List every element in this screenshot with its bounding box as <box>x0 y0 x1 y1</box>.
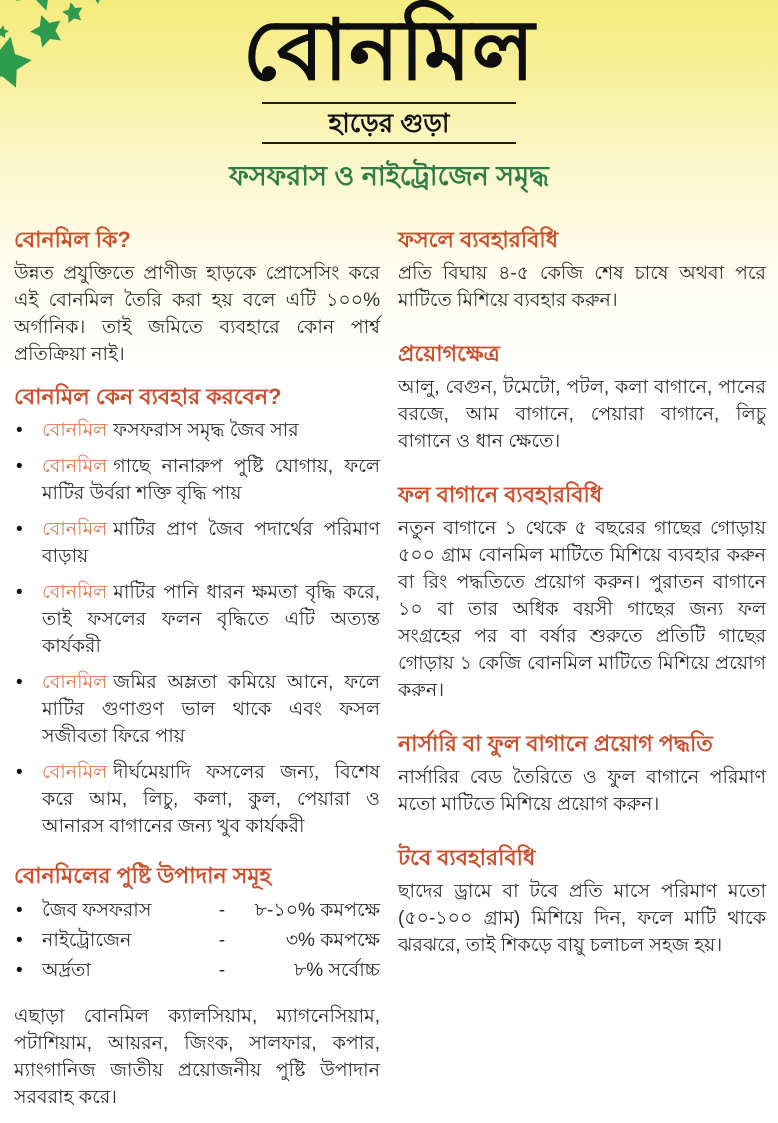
nutrient-name: অর্দ্রতা <box>42 960 91 981</box>
content-columns <box>0 192 778 1111</box>
section-heading: ফল বাগানে ব্যবহারবিধি <box>398 482 603 507</box>
nutrient-value: ৮-১০% কমপক্ষে <box>254 900 380 921</box>
bullet-text: জমির অম্লতা কমিয়ে আনে, ফলে মাটির গুণাগুণ ভাল থাকে এবং ফসল সজীবতা ফিরে পায় <box>42 672 380 747</box>
nutrient-value: ৩% কমপক্ষে <box>285 930 380 951</box>
list-item <box>14 417 380 444</box>
section-heading: বোনমিল কি? <box>14 227 131 252</box>
brand-word: বোনমিল <box>42 762 108 783</box>
product-subtitle: হাড়ের গুড়া <box>328 108 450 138</box>
section-heading: বোনমিলের পুষ্টি উপাদান সমূহ <box>14 863 272 888</box>
brand-word: বোনমিল <box>42 456 108 477</box>
list-item <box>14 579 380 660</box>
bullet-text: ফসফরাস সমৃদ্ধ জৈব সার <box>113 420 299 441</box>
section-heading: নার্সারি বা ফুল বাগানে প্রয়োগ পদ্ধতি <box>398 731 713 756</box>
section-pot-usage <box>398 844 766 959</box>
benefit-list <box>14 417 380 840</box>
leaflet-header <box>0 0 778 192</box>
nutrient-value: ৮% সর্বোচ্চ <box>293 960 380 981</box>
bullet-icon: • <box>16 519 23 540</box>
list-item <box>14 453 380 507</box>
section-body: আলু, বেগুন, টমেটো, পটল, কলা বাগানে, পানের বরজে, আম বাগানে, পেয়ারা বাগানে, লিচু বাগানে ও ধান ক্ষেতে। <box>398 377 766 452</box>
bullet-text: গাছে নানারুপ পুষ্টি যোগায়, ফলে মাটির উর্বরা শক্তি বৃদ্ধি পায় <box>42 456 380 504</box>
product-title: বোনমিল <box>242 3 536 97</box>
divider-line <box>262 142 516 144</box>
left-column <box>14 226 380 1111</box>
nutrient-dash: - <box>218 960 226 981</box>
product-tagline: ফসফরাস ও নাইট্রোজেন সমৃদ্ধ <box>229 161 549 191</box>
section-what-is <box>14 226 380 368</box>
section-heading: বোনমিল কেন ব্যবহার করবেন? <box>14 384 282 409</box>
list-item <box>14 669 380 750</box>
list-item <box>14 759 380 840</box>
section-body: নতুন বাগানে ১ থেকে ৫ বছরের গাছের গোড়ায় ৫০০ গ্রাম বোনমিল মাটিতে মিশিয়ে ব্যবহার করুন বা রিং পদ্ধতিতে প্রয়োগ করুন। পুরাতন বাগানে ১০ বা তার অধিক বয়সী গাছের জন্য ফল সংগ্রহের পর বা বর্ষার শুরুতে প্রতিটি গাছের গোড়ায় ১ কেজি বোনমিল মাটিতে মিশিয়ে প্রয়োগ করুন। <box>398 518 766 701</box>
table-row <box>14 896 380 926</box>
section-heading: প্রয়োগক্ষেত্র <box>398 341 500 366</box>
section-body: প্রতি বিঘায় ৪-৫ কেজি শেষ চাষে অথবা পরে মাটিতে মিশিয়ে ব্যবহার করুন। <box>398 263 766 311</box>
nutrient-table <box>14 896 380 986</box>
section-application-areas <box>398 340 766 455</box>
section-heading: টবে ব্যবহারবিধি <box>398 845 536 870</box>
section-nursery-usage <box>398 730 766 818</box>
section-body: নার্সারির বেড তৈরিতে ও ফুল বাগানে পরিমাণ মতো মাটিতে মিশিয়ে প্রয়োগ করুন। <box>398 767 766 815</box>
bullet-icon: • <box>16 456 23 477</box>
table-row <box>14 956 380 986</box>
brand-word: বোনমিল <box>42 519 108 540</box>
bullet-icon: • <box>16 420 23 441</box>
nutrient-dash: - <box>218 900 226 921</box>
section-body: ছাদের ড্রামে বা টবে প্রতি মাসে পরিমাণ মতো (৫০-১০০ গ্রাম) মিশিয়ে দিন, ফলে মাটি থাকে ঝরঝরে, তাই শিকড়ে বায়ু চলাচল সহজ হয়। <box>398 881 766 956</box>
section-body: উন্নত প্রযুক্তিতে প্রাণীজ হাড়কে প্রোসেসিং করে এই বোনমিল তৈরি করা হয় বলে এটি ১০০% অর্গানিক। তাই জমিতে ব্যবহারে কোন পার্শ্ব প্রতিক্রিয়া নাই। <box>14 263 380 365</box>
bullet-icon: • <box>16 762 23 783</box>
bullet-icon: • <box>16 960 23 981</box>
nutrient-name: নাইট্রোজেন <box>42 930 132 951</box>
section-heading: ফসলে ব্যবহারবিধি <box>398 227 559 252</box>
section-nutrients <box>14 862 380 986</box>
bullet-text: দীর্ঘমেয়াদি ফসলের জন্য, বিশেষ করে আম, লিচু, কলা, কুল, পেয়ারা ও আনারস বাগানের জন্য খুব কার্যকরী <box>42 762 380 837</box>
section-crop-usage <box>398 226 766 314</box>
table-row <box>14 926 380 956</box>
nutrient-name: জৈব ফসফরাস <box>42 900 152 921</box>
bullet-icon: • <box>16 582 23 603</box>
list-item <box>14 516 380 570</box>
section-why-use <box>14 383 380 840</box>
bullet-icon: • <box>16 930 23 951</box>
brand-word: বোনমিল <box>42 582 108 603</box>
brand-word: বোনমিল <box>42 672 108 693</box>
nutrient-dash: - <box>218 930 226 951</box>
divider-line <box>262 102 516 104</box>
bullet-text: মাটির প্রাণ জৈব পদার্থের পরিমাণ বাড়ায় <box>42 519 380 567</box>
right-column <box>398 226 766 1111</box>
bullet-text: মাটির পানি ধারন ক্ষমতা বৃদ্ধি করে, তাই ফসলের ফলন বৃদ্ধিতে এটি অত্যন্ত কার্যকরী <box>42 582 380 657</box>
bullet-icon: • <box>16 672 23 693</box>
section-fruit-garden-usage <box>398 481 766 704</box>
brand-word: বোনমিল <box>42 420 108 441</box>
bullet-icon: • <box>16 900 23 921</box>
extra-minerals-note: এছাড়া বোনমিল ক্যালসিয়াম, ম্যাগনেসিয়াম, পটাশিয়াম, আয়রন, জিংক, সালফার, কপার, ম্যাংগানিজ জাতীয় প্রয়োজনীয় পুষ্টি উপাদান সরবরাহ করে। <box>14 1006 380 1108</box>
